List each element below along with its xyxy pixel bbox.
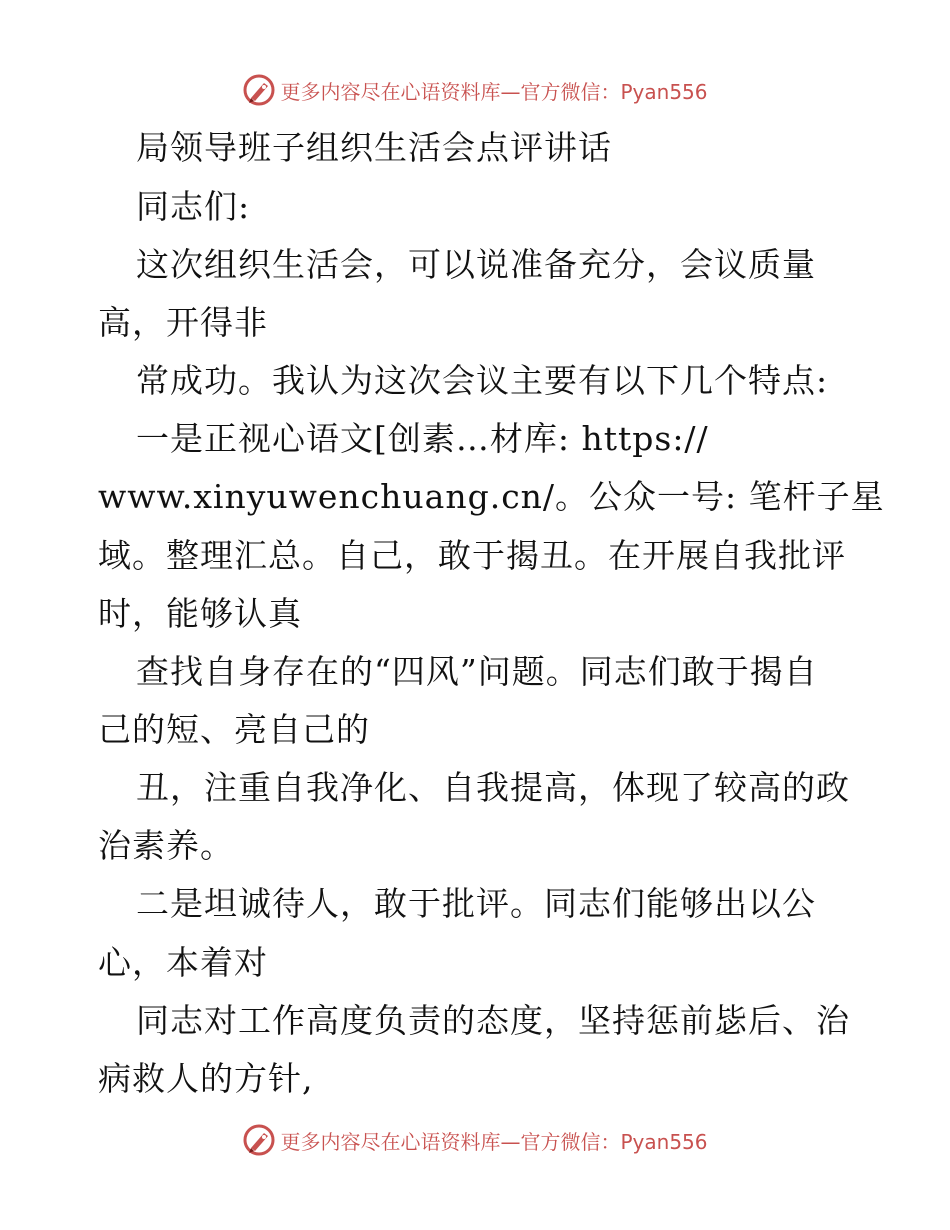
paragraph-line: 二是坦诚待人，敢于批评。同志们能够出以公 xyxy=(136,884,816,923)
paragraph-line: 病救人的方针, xyxy=(98,1059,314,1098)
paragraph-line: 这次组织生活会，可以说准备充分，会议质量 xyxy=(136,245,816,284)
paragraph-line: 心，本着对 xyxy=(98,943,268,982)
banner-label: 官方微信： xyxy=(520,79,621,104)
paragraph-line: 己的短、亮自己的 xyxy=(98,710,370,749)
banner-main-text: 更多内容尽在心语资料库 xyxy=(280,1129,501,1154)
paragraph-line: 同志对工作高度负责的态度，坚持惩前毖后、治 xyxy=(136,1001,850,1040)
pen-logo-icon xyxy=(242,1123,276,1157)
paragraph-line: 丑，注重自我净化、自我提高，体现了较高的政 xyxy=(136,768,850,807)
paragraph-line: 域。整理汇总。自己，敢于揭丑。在开展自我批评 xyxy=(98,536,846,575)
paragraph-line: 一是正视心语文[创素…材库: https:// xyxy=(136,419,709,458)
salutation: 同志们: xyxy=(136,187,251,226)
banner-text xyxy=(280,1126,707,1155)
paragraph-line: 查找自身存在的“四风”问题。同志们敢于揭自 xyxy=(136,652,818,691)
footer-banner xyxy=(0,1120,950,1160)
banner-text xyxy=(280,76,707,105)
paragraph-line: www.xinyuwenchuang.cn/。公众一号: 笔杆子星 xyxy=(98,477,885,516)
banner-dash: — xyxy=(500,1129,521,1154)
banner-label: 官方微信： xyxy=(520,1129,621,1154)
pen-logo-icon xyxy=(242,73,276,107)
document-title: 局领导班子组织生活会点评讲话 xyxy=(136,128,612,167)
paragraph-line: 常成功。我认为这次会议主要有以下几个特点: xyxy=(136,361,829,400)
header-banner xyxy=(0,70,950,110)
paragraph-line: 时，能够认真 xyxy=(98,594,302,633)
paragraph-line: 高，开得非 xyxy=(98,303,268,342)
banner-account: Pyan556 xyxy=(620,79,708,104)
banner-account: Pyan556 xyxy=(620,1129,708,1154)
banner-main-text: 更多内容尽在心语资料库 xyxy=(280,79,501,104)
paragraph-line: 治素养。 xyxy=(98,826,234,865)
banner-dash: — xyxy=(500,79,521,104)
